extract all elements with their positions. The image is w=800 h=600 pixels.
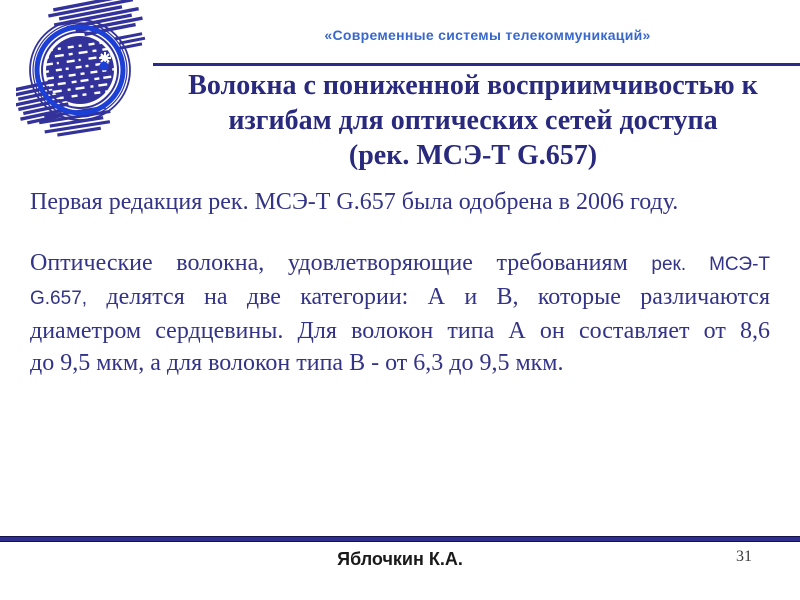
body-paragraph-2-line-4: до 9,5 мкм, а для волокон типа В - от 6,3 до 9,5 мкм. <box>30 350 564 376</box>
slide-body <box>30 186 770 379</box>
course-title: «Современные системы телекоммуникаций» <box>324 27 651 43</box>
title-rule <box>153 63 800 66</box>
body-paragraph-2-line-1: Оптические волокна, удовлетворяющие требованиям рек. МСЭ-Т <box>30 250 771 276</box>
slide-title-line-1: Волокна с пониженной восприимчивостью к <box>188 70 758 101</box>
slide-title <box>153 68 793 173</box>
globe-logo-icon <box>16 0 146 150</box>
body-paragraph-2 <box>30 247 770 379</box>
body-paragraph-2-line-3: диаметром сердцевины. Для волокон типа А он составляет от 8,6 <box>30 318 770 344</box>
body-paragraph-2-line-2: G.657, делятся на две категории: А и В, которые различаются <box>30 284 770 310</box>
footer-rule <box>0 536 800 542</box>
body-paragraph-1: Первая редакция рек. МСЭ-Т G.657 была одобрена в 2006 году. <box>30 189 679 215</box>
page-number: 31 <box>736 548 752 565</box>
slide-title-line-3: (рек. МСЭ-Т G.657) <box>348 140 598 171</box>
footer-author: Яблочкин К.А. <box>337 549 463 569</box>
slide-title-line-2: изгибам для оптических сетей доступа <box>228 105 718 136</box>
